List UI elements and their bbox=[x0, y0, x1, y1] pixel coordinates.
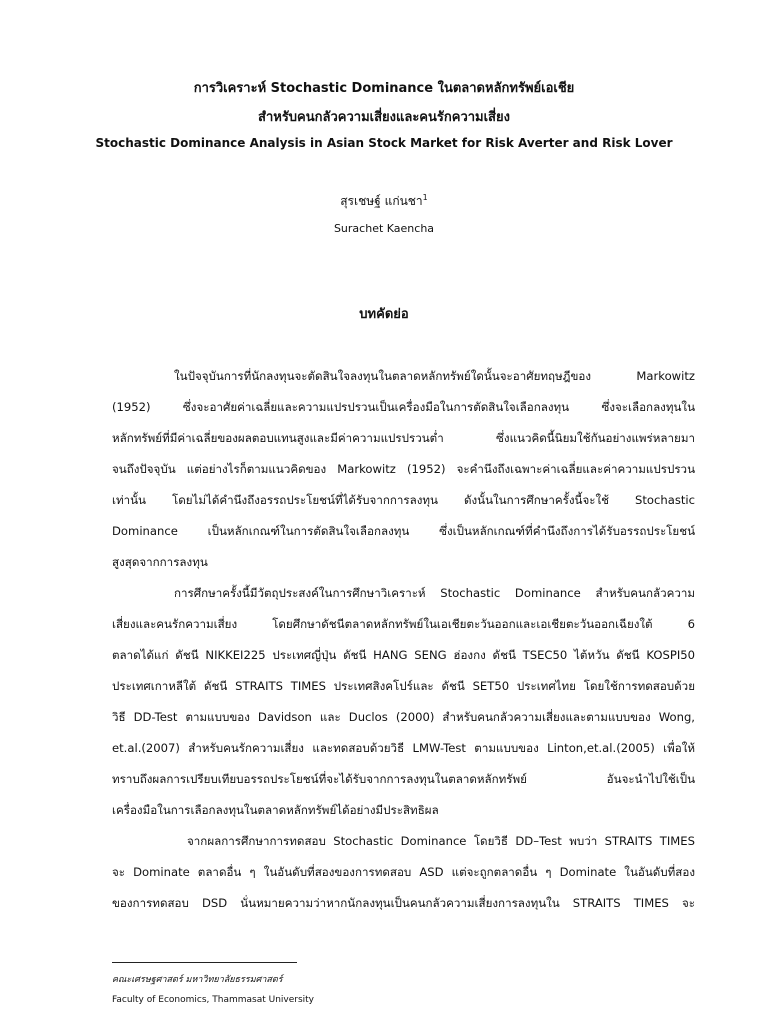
abstract-line: วิธี DD-Test ตามแบบของ Davidson และ Duclos (2000) สำหรับคนกลัวความเสี่ยงและตามแบบของ Wong, bbox=[112, 710, 695, 724]
footnote-affiliation-thai: คณะเศรษฐศาสตร์ มหาวิทยาลัยธรรมศาสตร์ bbox=[112, 975, 283, 985]
abstract-line: (1952) ซึ่งจะอาศัยค่าเฉลี่ยและความแปรปรวนเป็นเครื่องมือในการตัดสินใจเลือกลงทุน ซึ่งจะเลือกลงทุนใน bbox=[112, 400, 695, 414]
abstract-line: เสี่ยงและคนรักความเสี่ยง โดยศึกษาดัชนีตลาดหลักทรัพย์ในเอเชียตะวันออกและเอเชียตะวันออกเฉียงใต้ 6 bbox=[112, 617, 695, 631]
abstract-line: การศึกษาครั้งนี้มีวัตถุประสงค์ในการศึกษาวิเคราะห์ Stochastic Dominance สำหรับคนกลัวความ bbox=[174, 586, 695, 600]
abstract-line: ทราบถึงผลการเปรียบเทียบอรรถประโยชน์ที่จะได้รับจากการลงทุนในตลาดหลักทรัพย์ อันจะนำไปใช้เป็น bbox=[112, 772, 695, 786]
abstract-body bbox=[112, 361, 695, 919]
author-english: Surachet Kaencha bbox=[333, 222, 435, 235]
footnote-affiliation-english: Faculty of Economics, Thammasat University bbox=[112, 995, 315, 1005]
title-english: Stochastic Dominance Analysis in Asian Stock Market for Risk Averter and Risk Lover bbox=[95, 136, 673, 150]
abstract-line: ในปัจจุบันการที่นักลงทุนจะตัดสินใจลงทุนในตลาดหลักทรัพย์ใดนั้นจะอาศัยทฤษฎีของ Markowitz bbox=[174, 369, 695, 383]
abstract-line: ประเทศเกาหลีใต้ ดัชนี STRAITS TIMES ประเทศสิงคโปร์และ ดัชนี SET50 ประเทศไทย โดยใช้การทดสอบด้วย bbox=[112, 679, 695, 693]
title-thai-line1: การวิเคราะห์ Stochastic Dominance ในตลาดหลักทรัพย์เอเชีย bbox=[193, 81, 575, 96]
author-footnote-mark: 1 bbox=[422, 193, 428, 202]
abstract-line: ตลาดได้แก่ ดัชนี NIKKEI225 ประเทศญี่ปุ่น ดัชนี HANG SENG ฮ่องกง ดัชนี TSEC50 ไต้หวัน ดัชนี KOSPI50 bbox=[112, 648, 695, 662]
abstract-line: จากผลการศึกษาการทดสอบ Stochastic Dominance โดยวิธี DD–Test พบว่า STRAITS TIMES bbox=[187, 834, 695, 848]
abstract-line: หลักทรัพย์ที่มีค่าเฉลี่ยของผลตอบแทนสูงและมีค่าความแปรปรวนต่ำ ซึ่งแนวคิดนี้นิยมใช้กันอย่างแพร่หลายมา bbox=[112, 431, 695, 445]
author-thai-name: สุรเชษฐ์ แก่นชา bbox=[340, 194, 423, 208]
footnote-divider bbox=[112, 962, 297, 963]
abstract-line: สูงสุดจากการลงทุน bbox=[112, 555, 208, 569]
abstract-line: เครื่องมือในการเลือกลงทุนในตลาดหลักทรัพย์ได้อย่างมีประสิทธิผล bbox=[112, 803, 439, 817]
author-thai bbox=[0, 192, 768, 211]
abstract-line: Dominance เป็นหลักเกณฑ์ในการตัดสินใจเลือกลงทุน ซึ่งเป็นหลักเกณฑ์ที่คำนึงถึงการได้รับอรรถประโยชน์ bbox=[112, 524, 695, 538]
abstract-line: ของการทดสอบ DSD นั่นหมายความว่าหากนักลงทุนเป็นคนกลัวความเสี่ยงการลงทุนใน STRAITS TIMES จะ bbox=[112, 896, 695, 910]
abstract-line: จะ Dominate ตลาดอื่น ๆ ในอันดับที่สองของการทดสอบ ASD แต่จะถูกตลาดอื่น ๆ Dominate ในอันดับที่สอง bbox=[112, 865, 695, 879]
abstract-line: จนถึงปัจจุบัน แต่อย่างไรก็ตามแนวคิดของ Markowitz (1952) จะคำนึงถึงเฉพาะค่าเฉลี่ยและค่าความแปรปรวน bbox=[112, 462, 695, 476]
abstract-line: et.al.(2007) สำหรับคนรักความเสี่ยง และทดสอบด้วยวิธี LMW-Test ตามแบบของ Linton,et.al.(2005) เพื่อให้ bbox=[112, 741, 695, 755]
abstract-heading: บทคัดย่อ bbox=[359, 307, 409, 322]
abstract-line: เท่านั้น โดยไม่ได้คำนึงถึงอรรถประโยชน์ที่ได้รับจากการลงทุน ดังนั้นในการศึกษาครั้งนี้จะใช้ Stochastic bbox=[112, 493, 695, 507]
title-thai-line2: สำหรับคนกลัวความเสี่ยงและคนรักความเสี่ยง bbox=[258, 110, 510, 125]
